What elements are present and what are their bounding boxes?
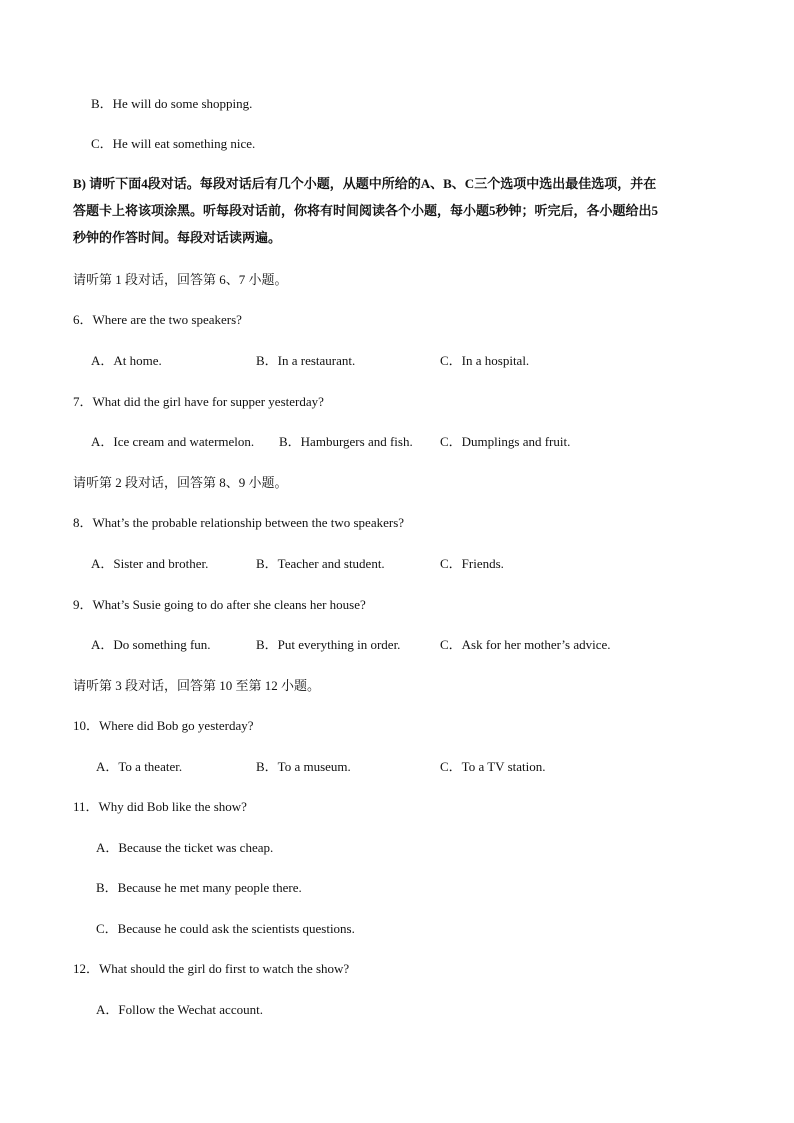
question-8-options (0, 555, 794, 573)
question-9-options (0, 636, 794, 654)
question-11-option-a[interactable]: A．Because the ticket was cheap. (96, 840, 274, 855)
question-7-options (0, 433, 794, 451)
question-7: 7．What did the girl have for supper yesterday? (73, 394, 324, 409)
question-10-options (0, 758, 794, 776)
question-8: 8．What’s the probable relationship between the two speakers? (73, 515, 405, 530)
option-c[interactable]: C．To a TV station. (440, 759, 546, 774)
option-a[interactable]: A．Sister and brother. (91, 556, 209, 571)
option-c[interactable]: C．Dumplings and fruit. (440, 434, 571, 449)
option-b[interactable]: B．Put everything in order. (256, 637, 401, 652)
section-b-instructions-line3: 秒钟的作答时间。每段对话读两遍。 (73, 230, 282, 245)
option-a[interactable]: A．To a theater. (96, 759, 183, 774)
option-b[interactable]: B．In a restaurant. (256, 353, 356, 368)
dialogue-1-heading: 请听第 1 段对话，回答第 6、7 小题。 (73, 272, 288, 287)
option-a[interactable]: A．At home. (91, 353, 162, 368)
question-11-option-b[interactable]: B．Because he met many people there. (96, 880, 302, 895)
option-b-prev: B．He will do some shopping. (91, 96, 253, 111)
option-b[interactable]: B．Hamburgers and fish. (279, 434, 413, 449)
dialogue-2-heading: 请听第 2 段对话，回答第 8、9 小题。 (73, 475, 288, 490)
option-c[interactable]: C．Ask for her mother’s advice. (440, 637, 611, 652)
option-b[interactable]: B．Teacher and student. (256, 556, 385, 571)
option-c[interactable]: C．Friends. (440, 556, 504, 571)
option-c-prev: C．He will eat something nice. (91, 136, 256, 151)
question-12: 12．What should the girl do first to watch the show? (73, 961, 350, 976)
question-12-option-a[interactable]: A．Follow the Wechat account. (96, 1002, 263, 1017)
option-a[interactable]: A．Ice cream and watermelon. (91, 434, 255, 449)
option-a[interactable]: A．Do something fun. (91, 637, 211, 652)
question-11-option-c[interactable]: C．Because he could ask the scientists questions. (96, 921, 355, 936)
section-b-instructions-line2: 答题卡上将该项涂黑。听每段对话前，你将有时间阅读各个小题，每小题5秒钟；听完后，各小题给出5 (73, 203, 659, 218)
question-6: 6．Where are the two speakers? (73, 312, 242, 327)
question-11: 11．Why did Bob like the show? (73, 799, 247, 814)
option-c[interactable]: C．In a hospital. (440, 353, 530, 368)
question-6-options (0, 352, 794, 370)
question-10: 10．Where did Bob go yesterday? (73, 718, 254, 733)
dialogue-3-heading: 请听第 3 段对话，回答第 10 至第 12 小题。 (73, 678, 321, 693)
option-b[interactable]: B．To a museum. (256, 759, 351, 774)
question-9: 9．What’s Susie going to do after she cleans her house? (73, 597, 366, 612)
section-b-instructions-line1: B) 请听下面4段对话。每段对话后有几个小题，从题中所给的A、B、C三个选项中选出最佳选项，并在 (73, 176, 657, 191)
